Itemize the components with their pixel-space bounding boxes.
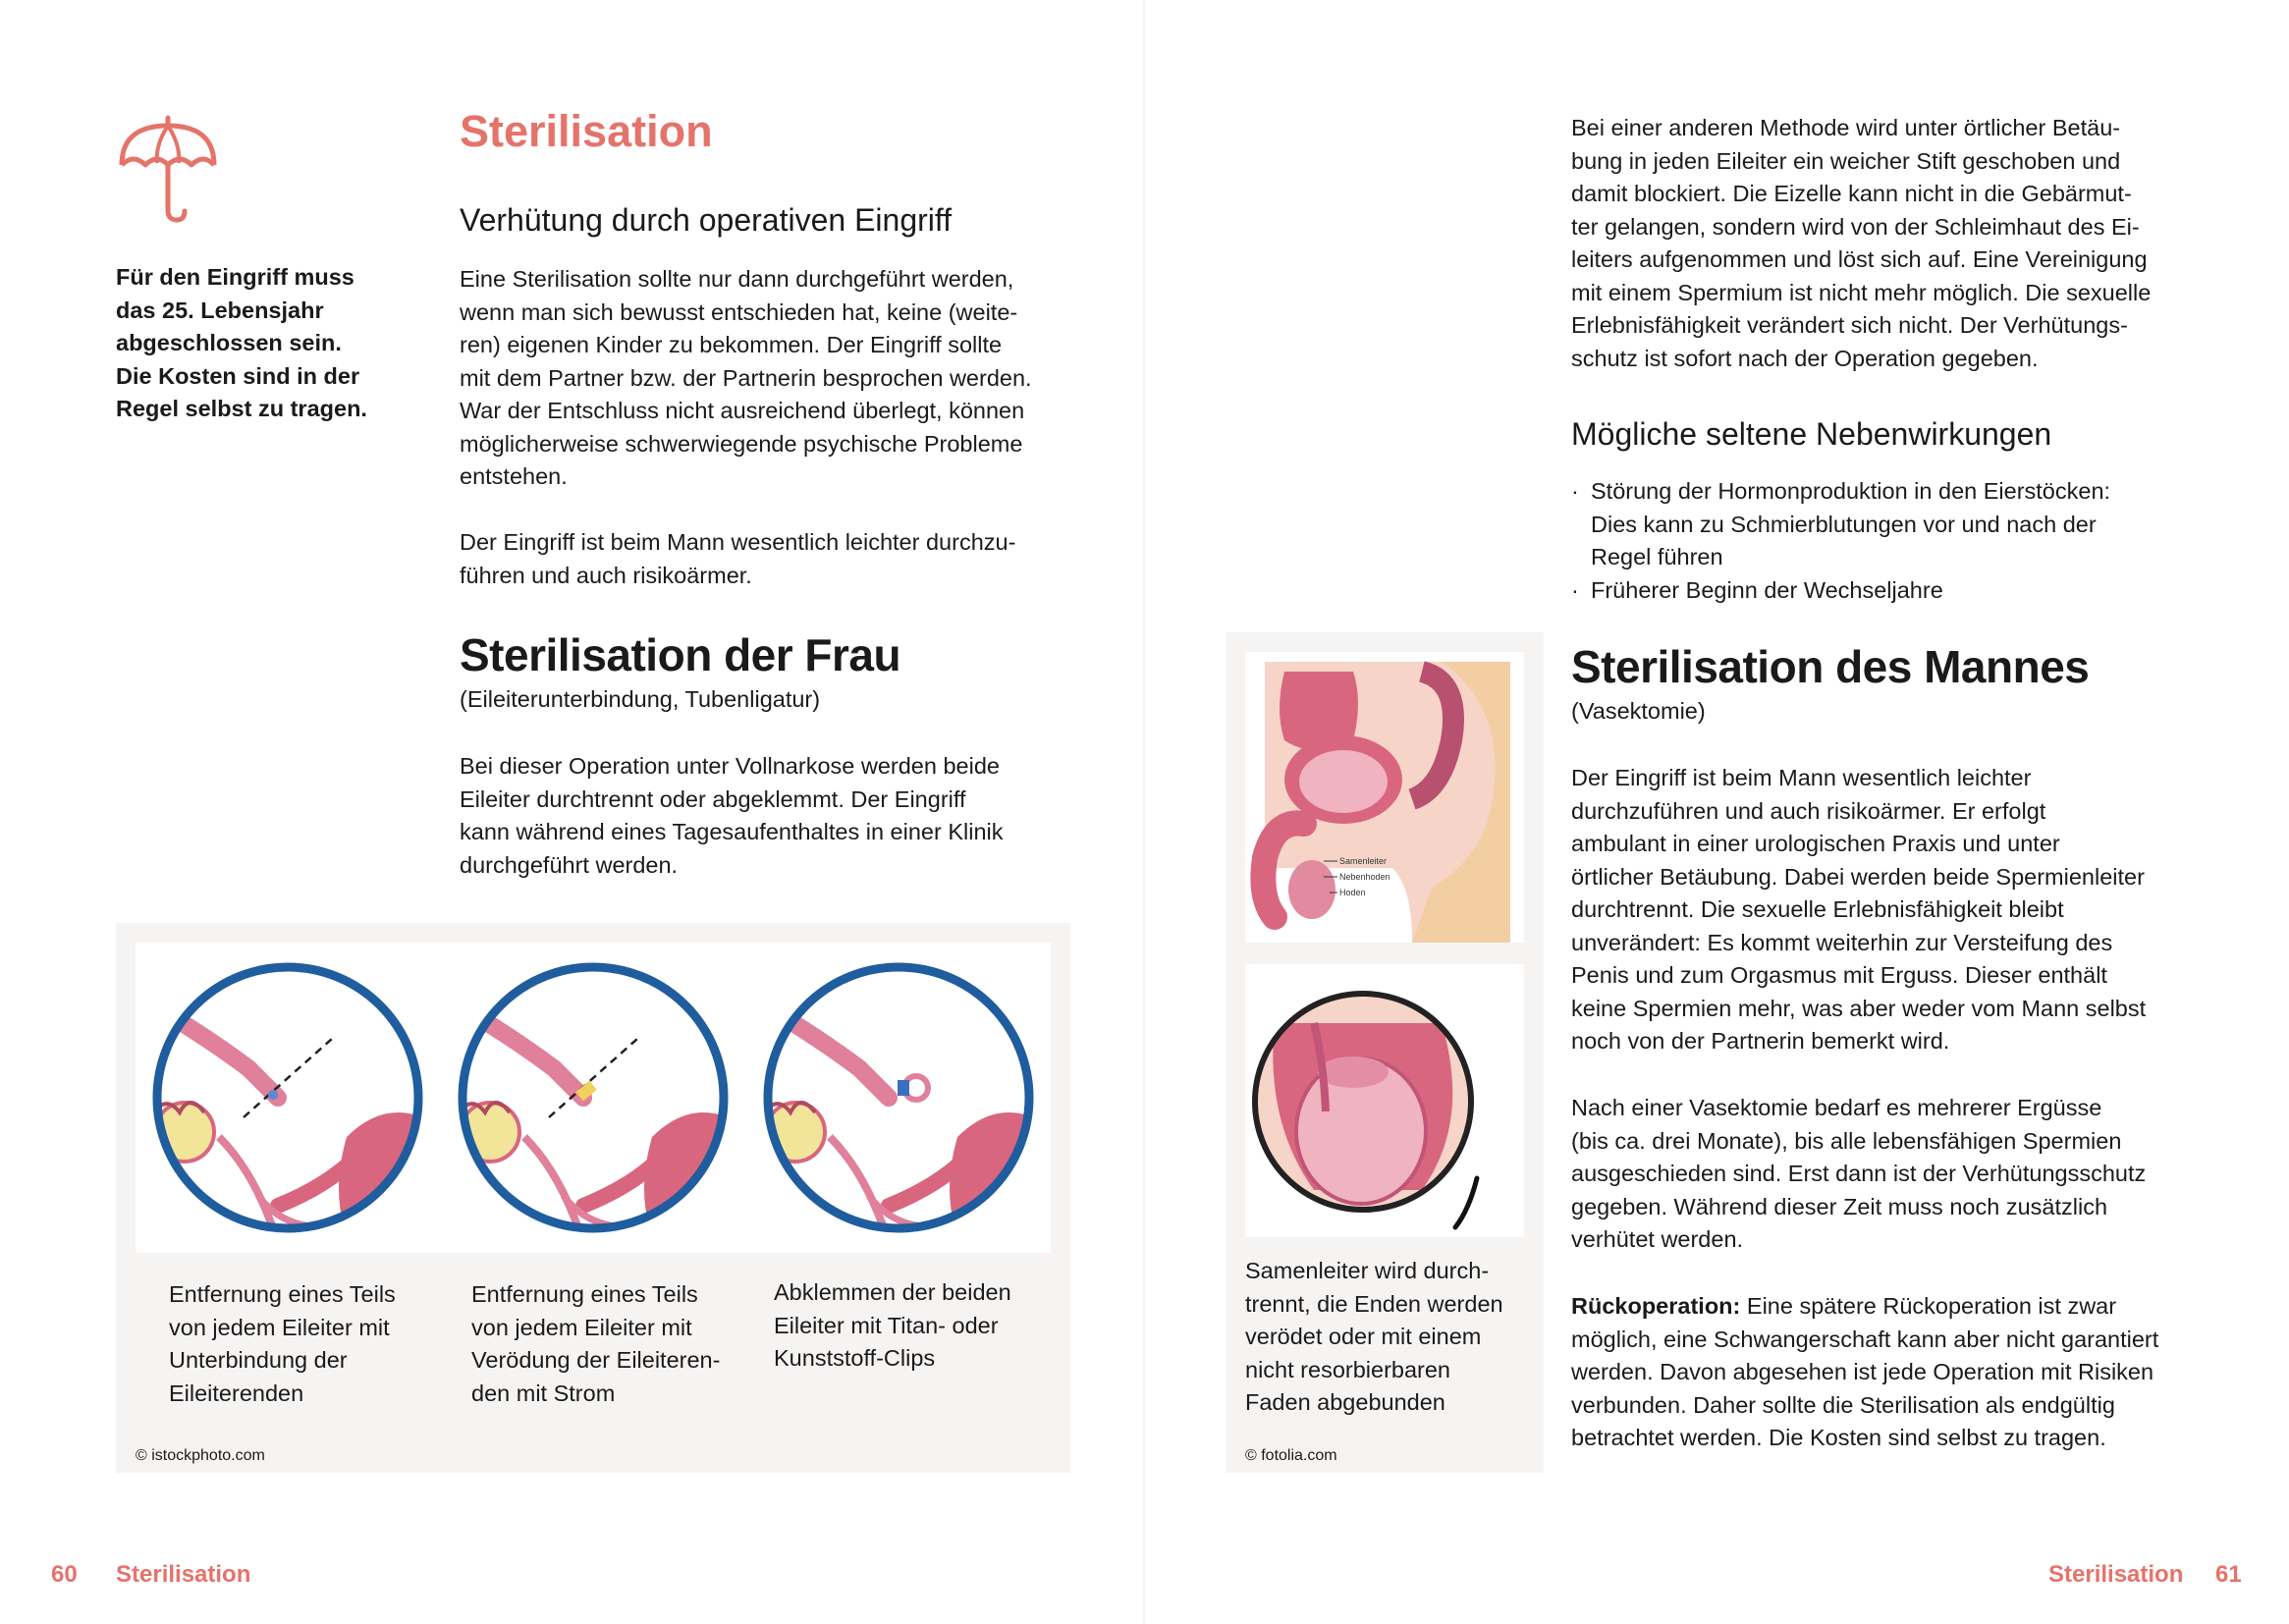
page-number-right: 61 — [2215, 1561, 2242, 1588]
section-subtitle: Verhütung durch operativen Eingriff — [460, 202, 953, 238]
figure-panel-frau — [116, 923, 1070, 1473]
mann-paragraph-2: Nach einer Vasektomie bedarf es mehrerer Ergüsse (bis ca. drei Monate), bis alle lebensfähigen Spermien ausgeschieden sind. Erst dann ist der Verhütungsschutz gegeben. Während dieser Zeit muss noch zusätzlich verhütet werden. — [1571, 1095, 2147, 1252]
method-paragraph: Bei einer anderen Methode wird unter örtlicher Betäu- bung in jeden Eileiter ein weicher Stift geschoben und damit blockiert. Die Eizelle kann nicht in die Gebärmut- ter gelangen, sondern wird von der Schleimhaut des Ei- leiters aufgenommen und löst sich auf. Eine Vereinigung mit einem Spermium ist nicht mehr möglich. Die sexuelle Erlebnisfähigkeit verändert sich nicht. Der Verhütungs- schutz ist sofort nach der Operation gegeben. — [1571, 115, 2152, 371]
heading-frau-subtitle: (Eileiterunterbindung, Tubenligatur) — [460, 686, 821, 712]
illustration-vasectomy-detail — [1245, 964, 1524, 1237]
running-footer-left: Sterilisation — [116, 1561, 251, 1588]
page-gutter — [1143, 0, 1145, 1624]
illustration-tubal-ligation — [136, 943, 1051, 1253]
tube-clip-view — [741, 943, 1051, 1253]
illustration-male-anatomy — [1245, 652, 1524, 943]
mann-paragraph-1: Der Eingriff ist beim Mann wesentlich leichter durchzuführen und auch risikoärmer. Er erfolgt ambulant in einer urologischen Praxis und unter örtlicher Betäubung. Dabei werden beide Spermienleiter durchtrennt. Die sexuelle Erlebnisfähigkeit bleibt unverändert: Es kommt weiterhin zur Versteifung des Penis und zum Orgasmus mit Erguss. Dieser enthält keine Spermien mehr, was aber weder vom Mann selbst noch von der Partnerin bemerkt wird. — [1571, 765, 2147, 1054]
caption-ligation: Entfernung eines Teils von jedem Eileiter mit Unterbindung der Eileiterenden — [169, 1281, 396, 1406]
caption-clips: Abklemmen der beiden Eileiter mit Titan- oder Kunststoff-Clips — [774, 1279, 1011, 1371]
figure-panel-mann — [1226, 632, 1544, 1473]
intro-paragraph-1: Eine Sterilisation sollte nur dann durchgeführt werden, wenn man sich bewusst entschieden hat, keine (weite- ren) eigenen Kinder zu bekommen. Der Eingriff sollte mit dem Partner bzw. der Partnerin besprochen werden. War der Entschluss nicht ausreichend überlegt, können möglicherweise schwerwiegende psychische Probleme entstehen. — [460, 266, 1032, 489]
image-credit: © istockphoto.com — [136, 1447, 265, 1464]
page-title: Sterilisation — [460, 106, 713, 156]
tube-cauterization-view — [436, 943, 760, 1253]
sidenote: Für den Eingriff muss das 25. Lebensjahr abgeschlossen sein. Die Kosten sind in der Regel selbst zu tragen. — [116, 264, 367, 421]
heading-frau: Sterilisation der Frau — [460, 629, 901, 680]
caption-cauterization: Entfernung eines Teils von jedem Eileiter mit Verödung der Eileiteren- den mit Strom — [471, 1281, 721, 1406]
page-number-left: 60 — [51, 1561, 78, 1588]
heading-mann: Sterilisation des Mannes — [1571, 641, 2090, 692]
label-nebenhoden: Nebenhoden — [1339, 872, 1390, 882]
rueckoperation-paragraph: Rückoperation: Eine spätere Rückoperation ist zwar möglich, eine Schwangerschaft kann aber nicht garantiert werden. Davon abgesehen ist jede Operation mit Risiken verbunden. Daher sollte die Sterilisation als endgültig betrachtet werden. Die Kosten sind selbst zu tragen. — [1571, 1293, 2159, 1450]
side-effects-list — [1567, 475, 2215, 607]
image-credit: © fotolia.com — [1245, 1447, 1337, 1464]
umbrella-icon — [116, 114, 220, 224]
tube-ligation-view — [136, 943, 455, 1253]
side-effects-heading: Mögliche seltene Nebenwirkungen — [1571, 416, 2052, 452]
running-footer-right: Sterilisation — [2048, 1561, 2184, 1588]
rueckoperation-label: Rückoperation: — [1571, 1293, 1741, 1319]
caption-vasectomy: Samenleiter wird durch- trennt, die Enden werden verödet oder mit einem nicht resorbierbaren Faden abgebunden — [1245, 1258, 1503, 1415]
label-samenleiter: Samenleiter — [1339, 856, 1388, 866]
list-item: · Störung der Hormonproduktion in den Eierstöcken: Dies kann zu Schmierblutungen vor und nach der Regel führen — [1567, 475, 2215, 574]
frau-paragraph: Bei dieser Operation unter Vollnarkose werden beide Eileiter durchtrennt oder abgeklemmt. Der Eingriff kann während eines Tagesaufenthaltes in einer Klinik durchgeführt werden. — [460, 753, 1004, 878]
intro-paragraph-2: Der Eingriff ist beim Mann wesentlich leichter durchzu- führen und auch risikoärmer. — [460, 529, 1016, 588]
heading-mann-subtitle: (Vasektomie) — [1571, 698, 1706, 724]
list-item: · Früherer Beginn der Wechseljahre — [1567, 574, 2215, 608]
label-hoden: Hoden — [1339, 888, 1366, 897]
